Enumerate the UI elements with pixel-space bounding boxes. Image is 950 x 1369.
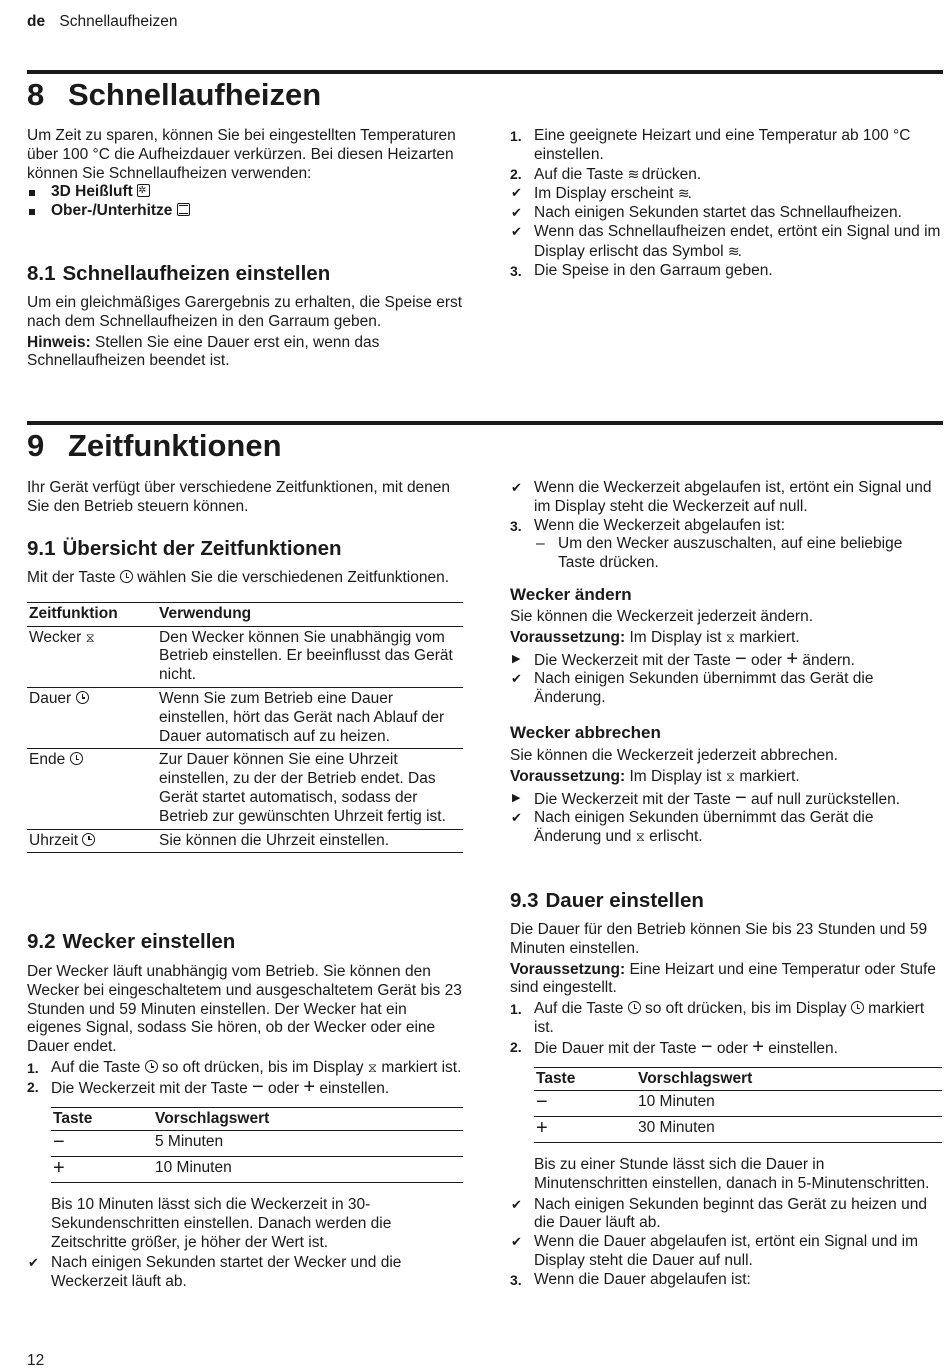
minus-icon: − [53, 1131, 65, 1154]
hourglass-icon: ⧖ [635, 829, 645, 845]
result: ✔ Nach einigen Sekunden startet der Wecker und die Weckerzeit läuft ab. [28, 1254, 402, 1291]
section-number: 9 [27, 428, 45, 463]
fan-icon [137, 184, 150, 197]
subsection-9-2-body [27, 963, 463, 1292]
heating-mode-list [27, 183, 463, 221]
result: ✔ Wenn die Dauer abgelaufen ist, ertönt ein Signal und im Display steht die Dauer auf null. [511, 1233, 919, 1269]
clock-icon [145, 1060, 158, 1073]
check-icon: ✔ [28, 1255, 39, 1271]
arrow-icon: ▶ [512, 791, 521, 804]
subsection-9-2-heading: 9.2 Wecker einstellen [27, 930, 236, 953]
rapid-heat-icon: ≋ [727, 242, 738, 259]
table-header: Vorschlagswert [636, 1067, 942, 1091]
table-row: Ende Zur Dauer können Sie eine Uhrzeit einstellen, zu der der Betrieb endet. Das Gerät startet automatisch, sodass der Betrieb zur gewünschten Uhrzeit fertig ist. [27, 749, 463, 829]
list-item: 3D Heißluft ✲ [27, 183, 463, 202]
result: ✔ Wenn die Weckerzeit abgelaufen ist, ertönt ein Signal und im Display steht die Weckerzeit auf null. [511, 479, 932, 515]
step: 2. Die Dauer mit der Taste − oder + einstellen. [510, 1035, 838, 1058]
table-header: Verwendung [157, 602, 463, 626]
step: 1. Auf die Taste so oft drücken, bis im Display markiert ist. [510, 1000, 925, 1036]
table-row: + 10 Minuten [51, 1157, 463, 1183]
hint: Hinweis: Stellen Sie eine Dauer erst ein, wenn das Schnellaufheizen beendet ist. [27, 333, 380, 370]
result: ✔ Nach einigen Sekunden übernimmt das Gerät die Änderung. [511, 670, 874, 707]
plus-icon: + [53, 1157, 65, 1180]
section-rule [27, 70, 943, 74]
clock-icon [70, 752, 83, 765]
section-number: 8 [27, 77, 45, 112]
prerequisite: Voraussetzung: Im Display ist ⧖ markiert. [510, 628, 800, 646]
section-title: Schnellaufheizen [68, 77, 322, 112]
plus-icon: + [786, 647, 799, 670]
paragraph: Der Wecker läuft unabhängig vom Betrieb. Sie können den Wecker bei eingeschaltetem und ausgeschaltetem Gerät bis 23 Stunden und 59 Minuten einstellen. Der Wecker hat ein eigenes Signal, sodass Sie hören, ob der Wecker oder eine Dauer endet. [27, 963, 462, 1056]
step: 1. Auf die Taste so oft drücken, bis im Display ⧖ markiert ist. [27, 1058, 462, 1076]
table-header: Zeitfunktion [27, 602, 157, 626]
check-icon: ✔ [511, 480, 522, 495]
page-number: 12 [27, 1352, 45, 1369]
table-row: + 30 Minuten [534, 1117, 942, 1143]
plus-icon: + [752, 1035, 764, 1058]
action: ▶ Die Weckerzeit mit der Taste − oder + ändern. [512, 647, 855, 670]
result: ✔ Im Display erscheint ≋. [511, 185, 692, 203]
step: 3. Wenn die Dauer abgelaufen ist: [510, 1270, 751, 1288]
check-icon: ✔ [511, 1234, 522, 1250]
hourglass-icon: ⧖ [725, 629, 736, 645]
result: ✔ Nach einigen Sekunden beginnt das Gerät zu heizen und die Dauer läuft ab. [511, 1195, 927, 1232]
language-code: de [27, 13, 46, 30]
minus-icon: − [735, 647, 747, 670]
check-icon: ✔ [511, 205, 522, 221]
paragraph: Bis zu einer Stunde lässt sich die Dauer in Minutenschritten einstellen, danach in 5-Minutenschritten. [534, 1155, 930, 1192]
step: 2. Die Weckerzeit mit der Taste − oder + einstellen. [27, 1075, 390, 1098]
wecker-aendern-body: Sie können die Weckerzeit jederzeit ändern. Voraussetzung: Im Display ist ⧖ markiert. ▶ Die Weckerzeit mit der Taste − oder + ändern. ✔ Nach einigen Sekunden übernimmt das Gerät die Änderung. [510, 608, 942, 708]
time-functions-table [27, 602, 463, 854]
rapid-heat-icon: ≋ [627, 165, 638, 182]
check-icon: ✔ [511, 223, 522, 239]
table-row: − 10 Minuten [534, 1091, 942, 1117]
arrow-icon: ▶ [512, 652, 521, 665]
minus-icon: − [252, 1075, 264, 1098]
hourglass-icon: ⧖ [725, 768, 736, 784]
section-8-steps [510, 127, 942, 280]
minus-icon: − [700, 1035, 713, 1058]
step: 3. Wenn die Weckerzeit abgelaufen ist: [510, 516, 786, 534]
subsection-8-1-heading: 8.1 Schnellaufheizen einstellen [27, 262, 331, 285]
clock-icon [82, 833, 95, 846]
section-title: Zeitfunktionen [68, 428, 282, 463]
wecker-aendern-heading: Wecker ändern [510, 585, 632, 604]
section-8-intro [27, 127, 463, 221]
table-row: Uhrzeit Sie können die Uhrzeit einstellen. [27, 829, 463, 853]
plus-icon: + [536, 1117, 548, 1140]
step: 1. Eine geeignete Heizart und eine Temperatur ab 100 °C einstellen. [510, 127, 911, 163]
wecker-continued [510, 479, 942, 573]
clock-icon [76, 691, 89, 704]
table-row: − 5 Minuten [51, 1131, 463, 1157]
running-header [27, 13, 177, 32]
section-9-heading [27, 428, 282, 464]
subsection-9-1-body [27, 569, 463, 853]
dauer-values-table [534, 1067, 942, 1143]
minus-icon: − [536, 1091, 548, 1114]
list-item: Ober-/Unterhitze [27, 202, 463, 221]
section-8-heading [27, 77, 321, 113]
rapid-heat-icon: ≋ [677, 185, 688, 202]
check-icon: ✔ [511, 671, 522, 687]
subsection-9-3-heading: 9.3 Dauer einstellen [510, 889, 704, 912]
section-9-intro: Ihr Gerät verfügt über verschiedene Zeitfunktionen, mit denen Sie den Betrieb steuern können. [27, 479, 451, 515]
subsection-9-3-body: Die Dauer für den Betrieb können Sie bis 23 Stunden und 59 Minuten einstellen. Voraussetzung: Eine Heizart und eine Temperatur oder Stufe sind eingestellt. 1. Auf die Taste so oft drücken, bis im Display markiert ist. 2. Die Dauer mit der Taste − oder + einstellen. Taste Vorschlagswert − 10 Minuten + 30 Minuten Bis zu einer Stunde lässt sich die Dauer in Minutenschritten einstellen, danach in 5-Minutenschritten. ✔ Nach einigen Sekunden beginnt das Gerät zu heizen und die Dauer läuft ab. ✔ Wenn die Dauer abgelaufen ist, ertönt ein Signal und im Display steht die Dauer auf null. 3. Wenn die Dauer abgelaufen ist: [510, 921, 942, 1290]
result: ✔ Nach einigen Sekunden startet das Schnellaufheizen. [511, 204, 902, 222]
wecker-abbrechen-heading: Wecker abbrechen [510, 723, 661, 742]
wecker-values-table [51, 1107, 463, 1183]
sub-step: – Um den Wecker auszuschalten, auf eine beliebige Taste drücken. [536, 535, 903, 572]
hourglass-icon: ⧖ [367, 1059, 377, 1075]
paragraph: Um ein gleichmäßiges Garergebnis zu erhalten, die Speise erst nach dem Schnellaufheizen in den Garraum geben. [27, 294, 463, 330]
intro-text: Um Zeit zu sparen, können Sie bei eingestellten Temperaturen über 100 °C die Aufheizdauer verkürzen. Bei diesen Heizarten können Sie Schnellaufheizen verwenden: [27, 127, 456, 182]
header-title: Schnellaufheizen [59, 13, 178, 30]
subsection-9-1-heading: 9.1 Übersicht der Zeitfunktionen [27, 537, 342, 560]
minus-icon: − [735, 786, 747, 809]
subsection-8-1-body [27, 294, 463, 373]
table-header: Taste [534, 1067, 636, 1091]
section-rule [27, 421, 943, 425]
prerequisite: Voraussetzung: Eine Heizart und eine Temperatur oder Stufe sind eingestellt. [510, 960, 936, 997]
table-row: Dauer Wenn Sie zum Betrieb eine Dauer einstellen, hört das Gerät nach Ablauf der Dauer automatisch auf zu heizen. [27, 687, 463, 748]
step: 3. Die Speise in den Garraum geben. [510, 261, 773, 279]
result: ✔ Wenn das Schnellaufheizen endet, ertönt ein Signal und im Display erlischt das Symbol ≋. [511, 222, 941, 260]
table-row: Wecker ⧖ Den Wecker können Sie unabhängig vom Betrieb einstellen. Er beeinflusst das Gerät nicht. [27, 626, 463, 687]
step: 2. Auf die Taste ≋ drücken. [510, 165, 702, 183]
top-bottom-heat-icon [177, 203, 190, 216]
clock-icon [851, 1001, 864, 1014]
table-header: Vorschlagswert [153, 1107, 463, 1131]
result: ✔ Nach einigen Sekunden übernimmt das Gerät die Änderung und ⧖ erlischt. [511, 809, 874, 846]
wecker-abbrechen-body: Sie können die Weckerzeit jederzeit abbrechen. Voraussetzung: Im Display ist ⧖ markiert. ▶ Die Weckerzeit mit der Taste − auf null zurückstellen. ✔ Nach einigen Sekunden übernimmt das Gerät die Änderung und ⧖ erlischt. [510, 747, 942, 847]
clock-icon [120, 570, 133, 583]
check-icon: ✔ [511, 810, 522, 826]
plus-icon: + [303, 1075, 316, 1098]
hourglass-icon: ⧖ [85, 629, 95, 645]
paragraph: Bis 10 Minuten lässt sich die Weckerzeit in 30-Sekundenschritten einstellen. Danach werden die Zeitschritte größer, je höher der Wert ist. [51, 1195, 392, 1251]
action: ▶ Die Weckerzeit mit der Taste − auf null zurückstellen. [512, 786, 901, 809]
clock-icon [628, 1001, 641, 1014]
prerequisite: Voraussetzung: Im Display ist ⧖ markiert. [510, 767, 800, 785]
check-icon: ✔ [511, 1196, 522, 1212]
table-header: Taste [51, 1107, 153, 1131]
paragraph: Mit der Taste wählen Sie die verschiedenen Zeitfunktionen. [27, 569, 450, 586]
check-icon: ✔ [511, 185, 522, 201]
